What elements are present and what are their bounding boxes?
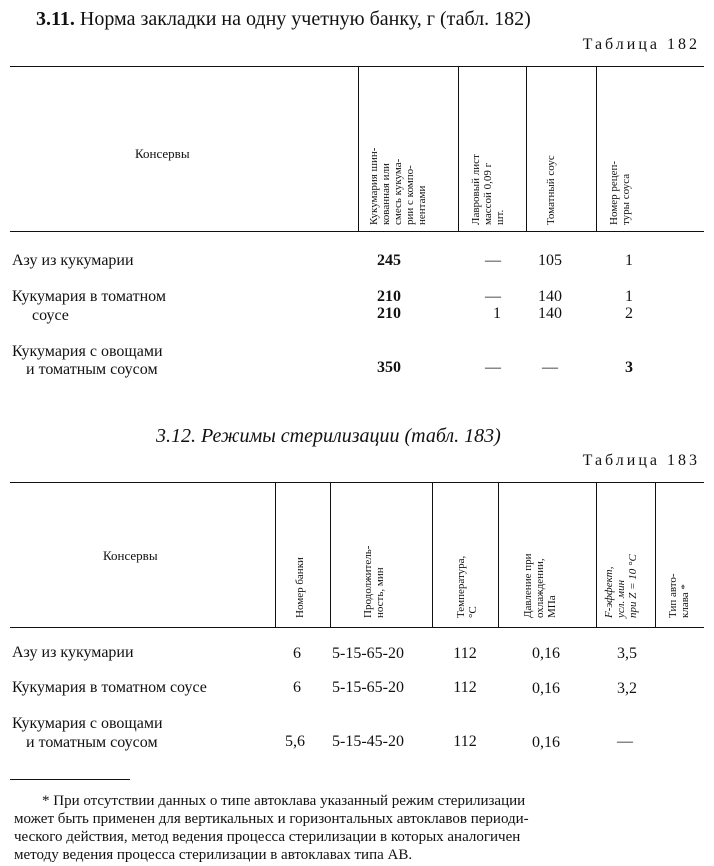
footnote-line: * При отсутствии данных о типе автоклава указанный режим стерилизации <box>42 793 526 809</box>
table-cell: 6 <box>293 645 301 662</box>
section1-title-text: Норма закладки на одну учетную банку, г (табл. 182) <box>79 8 531 30</box>
table182-top-rule <box>10 66 704 67</box>
row-product-name: Кукумария в томатном <box>12 288 166 305</box>
table-cell: 350 <box>377 359 401 376</box>
table183-col-header: Температура, °C <box>455 555 479 618</box>
table-cell: 2 <box>625 305 633 322</box>
footnote-line: методу ведения процесса стерилизации в автоклавах типа АВ. <box>14 847 413 863</box>
row-product-name: Кукумария с овощами <box>12 343 163 360</box>
row-product-name-cont: и томатным соусом <box>26 361 158 378</box>
table-cell: 5-15-65-20 <box>332 679 404 696</box>
table-cell: 3,5 <box>617 645 637 662</box>
table183-col-header: Тип авто- клава * <box>667 573 691 618</box>
section1-title <box>36 8 531 31</box>
footnote-line: может быть применен для вертикальных и горизонтальных автоклавов периоди- <box>14 811 529 827</box>
table-cell: 5-15-65-20 <box>332 645 404 662</box>
table183-col-header: F-эффект, усл. мин при Z = 10 °C <box>603 554 639 618</box>
table182-col-header: Томатный соус <box>545 155 557 225</box>
table183-divider <box>275 483 276 627</box>
table-cell: 0,16 <box>532 734 560 751</box>
table182-header-rule <box>10 231 704 232</box>
table-cell: 1 <box>493 305 501 322</box>
table183-divider <box>432 483 433 627</box>
table-cell: 140 <box>538 288 562 305</box>
table182-divider <box>358 67 359 231</box>
table183-divider <box>655 483 656 627</box>
footnote-rule <box>10 779 130 780</box>
table-cell: 3,2 <box>617 680 637 697</box>
table-cell: 0,16 <box>532 680 560 697</box>
table183-divider <box>596 483 597 627</box>
table-cell: — <box>542 359 558 376</box>
table182-divider <box>596 67 597 231</box>
table-cell: 112 <box>453 645 477 662</box>
row-product-name: Кукумария с овощами <box>12 715 163 732</box>
table183-header-product: Консервы <box>103 548 158 563</box>
table183-label: Таблица 183 <box>582 452 700 469</box>
table-cell: 210 <box>377 305 401 322</box>
table182-col-header: Номер рецеп- туры соуса <box>608 160 632 225</box>
table183-top-rule <box>10 482 704 483</box>
table183-header-rule <box>10 627 704 628</box>
table-cell: 245 <box>377 252 401 269</box>
table-cell: 5,6 <box>285 733 305 750</box>
table183-divider <box>498 483 499 627</box>
table-cell: 6 <box>293 679 301 696</box>
table-cell: 1 <box>625 288 633 305</box>
table-cell: — <box>485 359 501 376</box>
table-cell: 1 <box>625 252 633 269</box>
table183-col-header: Продолжитель- ность, мин <box>362 545 386 618</box>
table-cell: 5-15-45-20 <box>332 733 404 750</box>
table-cell: 210 <box>377 288 401 305</box>
row-product-name: Кукумария в томатном соусе <box>12 679 207 696</box>
table182-divider <box>458 67 459 231</box>
table182-col-header: Кукумария шин- кованная или смесь кукума- рии с компо- нентами <box>368 147 428 225</box>
table-cell: 3 <box>625 359 633 376</box>
table-cell: — <box>485 252 501 269</box>
table183-divider <box>330 483 331 627</box>
row-product-name: Азу из кукумарии <box>12 252 134 269</box>
section1-number: 3.11. <box>36 8 75 30</box>
table182-col-header: Лавровый лист массой 0,09 г шт. <box>470 154 506 225</box>
table-cell: 105 <box>538 252 562 269</box>
section2-title: 3.12. Режимы стерилизации (табл. 183) <box>156 425 501 447</box>
row-product-name-cont: и томатным соусом <box>26 734 158 751</box>
table182-header-product: Консервы <box>135 146 190 161</box>
table-cell: 112 <box>453 679 477 696</box>
row-product-name-cont: соусе <box>32 307 69 324</box>
table-cell: 0,16 <box>532 645 560 662</box>
table-cell: 112 <box>453 733 477 750</box>
table182-label: Таблица 182 <box>582 36 700 53</box>
table183-col-header: Давление при охлаждении, МПа <box>522 553 558 618</box>
table183-col-header: Номер банки <box>294 557 306 618</box>
table-cell: — <box>485 288 501 305</box>
footnote-line: ческого действия, метод ведения процесса стерилизации в которых аналогичен <box>14 829 521 845</box>
row-product-name: Азу из кукумарии <box>12 644 134 661</box>
table-cell: 140 <box>538 305 562 322</box>
table-cell: — <box>617 733 633 750</box>
table182-divider <box>526 67 527 231</box>
